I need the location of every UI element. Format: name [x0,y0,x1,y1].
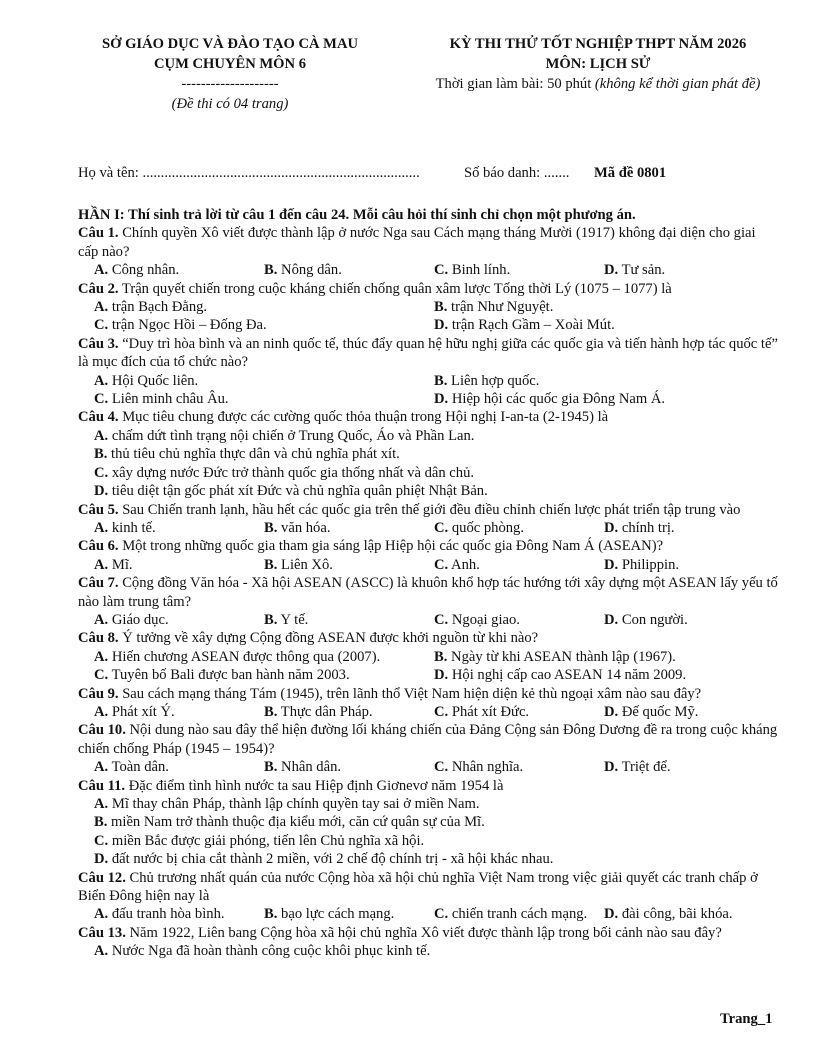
option-text: bạo lực cách mạng. [277,906,395,923]
option-letter: B. [264,519,278,536]
option-text: Hiến chương ASEAN được thông qua (2007). [108,648,381,665]
answer-option [604,556,774,574]
question-stem [78,280,778,298]
answer-option [94,813,778,831]
time-note: (không kể thời gian phát đề) [594,76,761,92]
question-stem [78,574,778,611]
option-text: Nhân dân. [277,759,342,776]
option-letter: B. [264,556,278,573]
option-letter: D. [604,262,619,279]
option-letter: C. [434,759,449,776]
option-letter: B. [94,814,108,831]
option-text: Y tế. [277,611,309,628]
option-letter: A. [94,648,109,665]
answer-option [434,556,604,574]
option-text: Mĩ thay chân Pháp, thành lập chính quyền tay sai ở miền Nam. [108,796,480,812]
question-11 [78,777,778,869]
answer-option [264,611,434,629]
option-text: đấu tranh hòa bình. [108,906,225,923]
divider-line: -------------------- [181,76,279,92]
question-stem [78,501,778,519]
answer-options [78,372,778,409]
option-text: Philippin. [618,556,680,573]
answer-option [604,261,774,279]
option-letter: D. [94,851,109,868]
option-text: Toàn dân. [108,759,169,776]
answer-option [94,390,434,408]
question-9 [78,685,778,722]
answer-option [604,703,774,721]
option-text: Công nhân. [108,262,180,279]
answer-option [94,832,778,850]
option-text: Phát xít Đức. [448,703,530,720]
option-text: Anh. [448,556,480,573]
answer-options [78,611,778,629]
question-1 [78,224,778,279]
header-right [400,34,796,94]
option-letter: C. [434,611,449,628]
option-text: Liên Xô. [277,556,333,573]
option-letter: A. [94,262,109,279]
option-text: Nhân nghĩa. [448,759,524,776]
option-text: Thực dân Pháp. [277,703,373,720]
option-text: đài công, bãi khóa. [618,906,733,923]
option-letter: A. [94,611,109,628]
answer-option [434,261,604,279]
option-text: thủ tiêu chủ nghĩa thực dân và chủ nghĩa phát xít. [107,446,400,463]
question-number: Câu 6. [78,538,119,555]
option-letter: A. [94,427,109,444]
option-letter: B. [434,372,448,389]
option-text: miền Bắc được giải phóng, tiến lên Chủ nghĩa xã hội. [108,832,425,849]
option-letter: B. [264,759,278,776]
answer-option [94,298,434,316]
option-letter: D. [604,703,619,720]
option-letter: C. [434,262,449,279]
option-text: văn hóa. [277,519,331,536]
answer-options [78,795,778,869]
option-text: trận Như Nguyệt. [447,299,554,316]
option-letter: C. [94,391,109,408]
answer-option [94,666,434,684]
answer-option [434,905,604,923]
answer-option [94,464,778,482]
question-number: Câu 4. [78,409,119,426]
question-stem [78,924,778,942]
question-13 [78,924,778,961]
answer-option [604,758,774,776]
answer-option [94,703,264,721]
answer-options [78,648,778,685]
question-8 [78,629,778,684]
answer-option [94,942,778,960]
question-10 [78,721,778,776]
question-2 [78,280,778,335]
option-letter: D. [434,667,449,684]
page-number: Trang_1 [720,1011,773,1027]
option-text: miền Nam trở thành thuộc địa kiểu mới, căn cứ quân sự của Mĩ. [107,814,485,831]
option-text: Triệt để. [618,759,671,776]
question-text: Sau Chiến tranh lạnh, hầu hết các quốc gia trên thế giới đều điều chỉnh chiến lược phát triển tập trung vào [118,501,741,518]
answer-options [78,298,778,335]
answer-options [78,942,778,960]
answer-options [78,905,778,923]
option-text: xây dựng nước Đức trở thành quốc gia thống nhất và dân chủ. [108,464,475,481]
subject-title: MÔN: LỊCH SỬ [545,56,651,72]
option-letter: A. [94,943,109,960]
question-text: Mục tiêu chung được các cường quốc thỏa thuận trong Hội nghị I-an-ta (2-1945) là [118,409,609,426]
answer-option [264,519,434,537]
answer-option [434,298,774,316]
option-text: Liên hợp quốc. [447,372,540,389]
answer-option [434,611,604,629]
answer-option [604,519,774,537]
answer-options [78,703,778,721]
question-4 [78,408,778,500]
answer-option [434,372,774,390]
question-stem [78,869,778,906]
time-allowed [400,74,796,94]
option-letter: B. [94,446,108,463]
answer-option [604,611,774,629]
option-letter: D. [604,519,619,536]
option-text: Phát xít Ý. [108,703,175,720]
answer-option [434,390,774,408]
question-text: “Duy trì hòa bình và an ninh quốc tế, thúc đẩy quan hệ hữu nghị giữa các quốc gia và tiến hành hợp tác quốc tế” là mục đích của tổ chức nào? [78,335,778,371]
answer-option [604,905,774,923]
question-text: Nội dung nào sau đây thể hiện đường lối kháng chiến của Đảng Cộng sản Đông Dương đề ra trong cuộc kháng chiến chống Pháp (1945 – 1954)? [78,722,778,757]
question-text: Sau cách mạng tháng Tám (1945), trên lãnh thổ Việt Nam hiện diện kẻ thù ngoại xâm nào sau đây? [118,685,702,702]
question-text: Trận quyết chiến trong cuộc kháng chiến chống quân xâm lược Tống thời Lý (1075 – 1077) là [118,280,672,297]
option-letter: B. [264,906,278,923]
option-text: chính trị. [618,519,675,536]
option-text: Binh lính. [448,262,511,279]
question-number: Câu 13. [78,924,126,941]
answer-option [434,648,774,666]
option-text: chấm dứt tình trạng nội chiến ở Trung Quốc, Áo và Phần Lan. [108,427,475,444]
question-5 [78,501,778,538]
question-number: Câu 11. [78,777,126,794]
question-stem [78,335,778,372]
department-name: SỞ GIÁO DỤC VÀ ĐÀO TẠO CÀ MAU [101,36,359,52]
question-text: Năm 1922, Liên bang Cộng hòa xã hội chủ nghĩa Xô viết được thành lập trong bối cảnh nào sau đây? [125,924,722,941]
question-text: Một trong những quốc gia tham gia sáng lập Hiệp hội các quốc gia Đông Nam Á (ASEAN)? [118,538,664,555]
option-letter: A. [94,299,109,316]
option-text: Hội Quốc liên. [108,372,199,389]
option-letter: D. [604,906,619,923]
question-number: Câu 7. [78,575,119,592]
exam-code: Mã đề 0801 [594,165,667,181]
option-letter: D. [434,391,449,408]
option-letter: C. [94,832,109,849]
answer-option [94,758,264,776]
question-number: Câu 9. [78,685,119,702]
option-text: Tuyên bố Bali được ban hành năm 2003. [108,667,350,684]
option-text: kinh tế. [108,519,156,536]
option-text: Hội nghị cấp cao ASEAN 14 năm 2009. [448,667,687,684]
answer-option [94,372,434,390]
option-letter: B. [434,299,448,316]
answer-option [94,445,778,463]
answer-option [94,795,778,813]
option-letter: A. [94,703,109,720]
answer-option [434,666,774,684]
candidate-number-field: Số báo danh: ....... [464,165,570,181]
question-stem [78,721,778,758]
answer-option [434,316,774,334]
answer-option [94,850,778,868]
answer-option [94,519,264,537]
option-letter: B. [264,703,278,720]
question-stem [78,537,778,555]
answer-options [78,261,778,279]
option-text: trận Rạch Gầm – Xoài Mút. [448,317,615,334]
option-text: đất nước bị chia cắt thành 2 miền, với 2 chế độ chính trị - xã hội khác nhau. [108,851,554,868]
option-text: trận Bạch Đằng. [108,299,208,316]
time-text: Thời gian làm bài: 50 phút [435,76,595,92]
answer-option [94,648,434,666]
option-letter: C. [434,703,449,720]
question-3 [78,335,778,409]
student-info-row [78,164,778,184]
option-letter: D. [94,483,109,500]
answer-option [434,758,604,776]
answer-option [264,905,434,923]
option-letter: B. [264,262,278,279]
student-name-field: Họ và tên: ............................................................................ [78,165,420,181]
answer-option [94,427,778,445]
option-text: Ngày từ khi ASEAN thành lập (1967). [447,648,676,665]
question-number: Câu 3. [78,335,119,352]
answer-option [264,758,434,776]
question-text: Chính quyền Xô viết được thành lập ở nước Nga sau Cách mạng tháng Mười (1917) không đại diện cho giai cấp nào? [78,225,756,260]
answer-options [78,519,778,537]
answer-option [264,703,434,721]
option-letter: D. [434,317,449,334]
option-letter: C. [94,317,109,334]
option-text: quốc phòng. [448,519,525,536]
option-letter: B. [264,611,278,628]
answer-option [94,261,264,279]
answer-options [78,427,778,501]
question-stem [78,629,778,647]
question-text: Cộng đồng Văn hóa - Xã hội ASEAN (ASCC) là khuôn khổ hợp tác hướng tới xây dựng một ASEAN lấy yếu tố nào làm trung tâm? [78,575,778,610]
answer-options [78,556,778,574]
option-text: Con người. [618,611,688,628]
question-text: Ý tưởng về xây dựng Cộng đồng ASEAN được khởi nguồn từ khi nào? [118,630,539,647]
question-text: Đặc điểm tình hình nước ta sau Hiệp định Giơnevơ năm 1954 là [125,777,504,794]
option-letter: B. [434,648,448,665]
answer-option [94,316,434,334]
option-text: chiến tranh cách mạng. [448,906,588,923]
option-text: Đế quốc Mỹ. [618,703,699,720]
option-letter: C. [434,519,449,536]
question-6 [78,537,778,574]
question-number: Câu 12. [78,869,126,886]
question-12 [78,869,778,924]
option-text: Giáo dục. [108,611,169,628]
answer-option [264,261,434,279]
question-body [78,206,778,961]
part-title: HẦN I: Thí sinh trả lời từ câu 1 đến câu 24. Mỗi câu hỏi thí sinh chỉ chọn một phương án. [78,207,636,223]
option-letter: A. [94,556,109,573]
question-stem [78,408,778,426]
option-text: Nông dân. [277,262,342,279]
option-letter: C. [434,556,449,573]
option-letter: D. [604,556,619,573]
header-left [60,34,400,114]
question-stem [78,224,778,261]
option-letter: A. [94,796,109,812]
option-text: Nước Nga đã hoàn thành công cuộc khôi phục kinh tế. [108,943,431,960]
question-7 [78,574,778,629]
option-letter: A. [94,906,109,923]
question-text: Chủ trương nhất quán của nước Cộng hòa xã hội chủ nghĩa Việt Nam trong việc giải quyết các tranh chấp ở Biển Đông hiện nay là [78,869,758,905]
answer-option [94,611,264,629]
question-number: Câu 10. [78,722,126,739]
answer-option [94,556,264,574]
option-text: Tư sản. [618,262,666,279]
option-letter: C. [434,906,449,923]
question-stem [78,777,778,795]
answer-option [94,905,264,923]
option-text: Hiệp hội các quốc gia Đông Nam Á. [448,391,666,408]
question-number: Câu 5. [78,501,119,518]
option-letter: A. [94,372,109,389]
option-letter: A. [94,519,109,536]
option-letter: D. [604,759,619,776]
option-text: Mĩ. [108,556,133,573]
question-stem [78,685,778,703]
answer-option [434,519,604,537]
question-number: Câu 2. [78,280,119,297]
option-text: tiêu diệt tận gốc phát xít Đức và chủ nghĩa quân phiệt Nhật Bản. [108,483,488,500]
option-text: Liên minh châu Âu. [108,391,229,408]
cluster-name: CỤM CHUYÊN MÔN 6 [153,56,306,72]
question-number: Câu 8. [78,630,119,647]
option-text: Ngoại giao. [448,611,520,628]
page-count-note: (Đề thi có 04 trang) [171,96,289,112]
option-letter: C. [94,667,109,684]
answer-option [94,482,778,500]
exam-title: KỲ THI THỬ TỐT NGHIỆP THPT NĂM 2026 [449,36,747,52]
option-letter: C. [94,464,109,481]
option-text: trận Ngọc Hồi – Đống Đa. [108,317,267,334]
answer-option [264,556,434,574]
answer-options [78,758,778,776]
option-letter: D. [604,611,619,628]
answer-option [434,703,604,721]
option-letter: A. [94,759,109,776]
question-number: Câu 1. [78,225,119,242]
